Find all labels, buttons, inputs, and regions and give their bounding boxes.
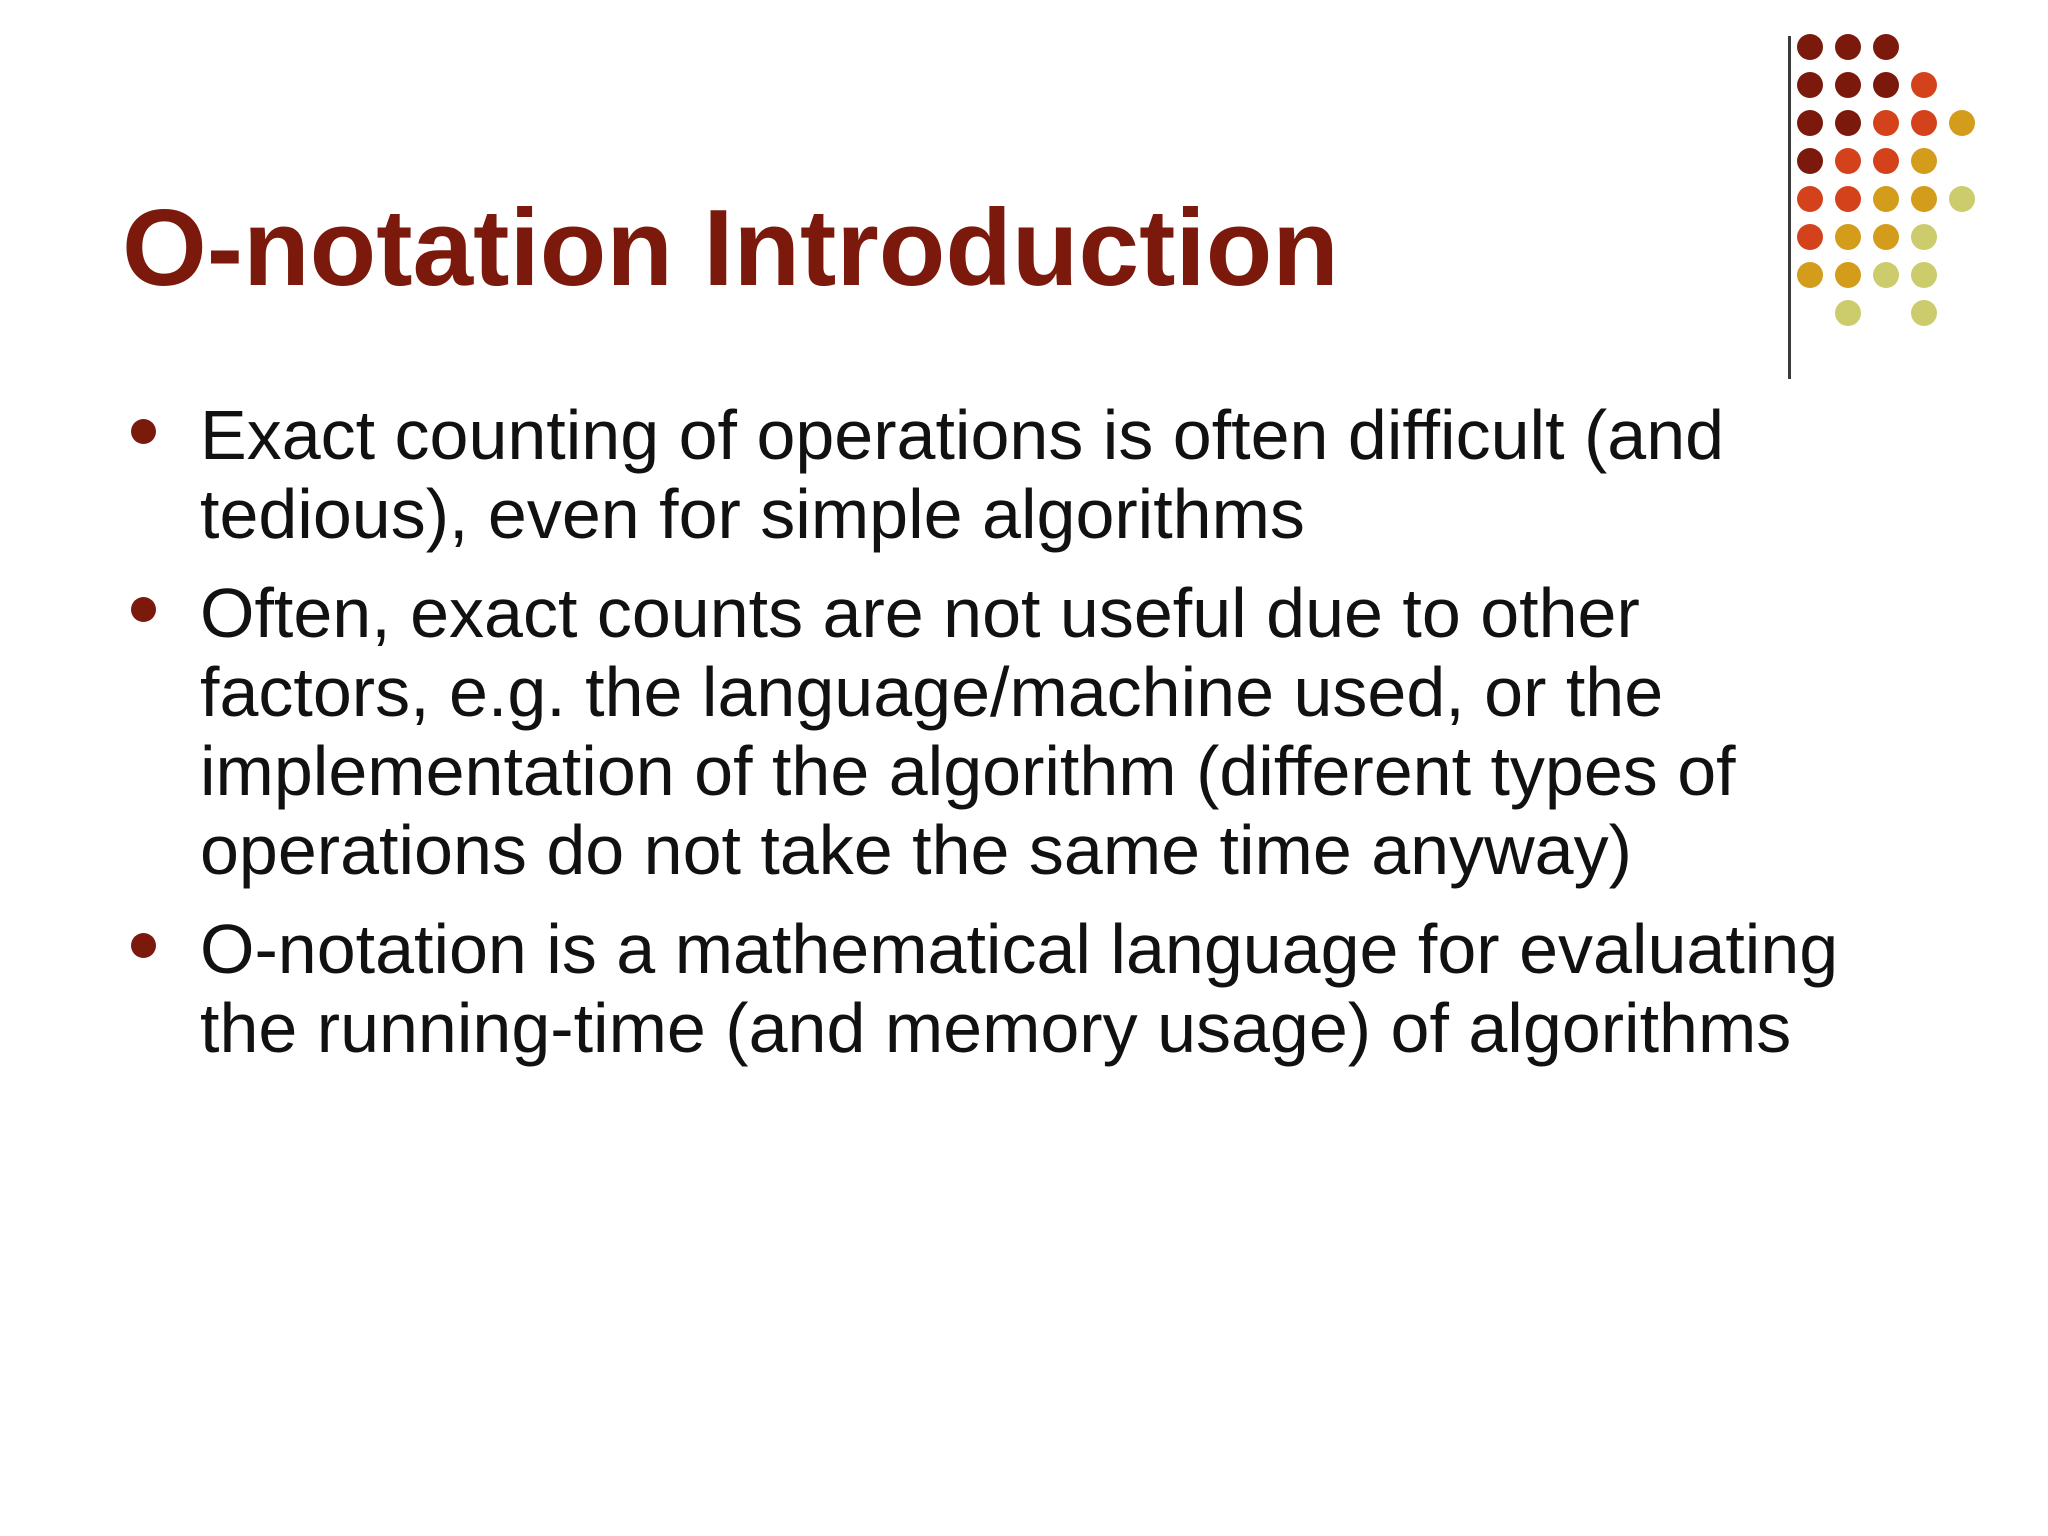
decor-dot bbox=[1797, 34, 1823, 60]
bullet-item bbox=[200, 574, 1960, 890]
decor-dot bbox=[1911, 72, 1937, 98]
decor-dot bbox=[1835, 262, 1861, 288]
bullet-dot-icon bbox=[131, 597, 156, 622]
decor-dot bbox=[1873, 34, 1899, 60]
bullet-dot-icon bbox=[131, 933, 156, 958]
decor-dot bbox=[1797, 262, 1823, 288]
decor-dot bbox=[1835, 300, 1861, 326]
bullet-item bbox=[200, 396, 1960, 554]
decor-dot bbox=[1949, 110, 1975, 136]
slide-title: O-notation Introduction bbox=[122, 187, 1339, 309]
decor-dot bbox=[1873, 186, 1899, 212]
bullet-line: Exact counting of operations is often difficult (and bbox=[200, 396, 1725, 474]
decor-dot bbox=[1911, 110, 1937, 136]
decor-dot bbox=[1911, 148, 1937, 174]
bullet-list bbox=[200, 396, 1960, 1088]
decor-dot bbox=[1911, 262, 1937, 288]
decorative-dot-grid bbox=[0, 0, 2048, 340]
decor-dot bbox=[1911, 224, 1937, 250]
bullet-line: O-notation is a mathematical language for evaluating bbox=[200, 910, 1839, 988]
decor-dot bbox=[1797, 110, 1823, 136]
decor-dot bbox=[1911, 186, 1937, 212]
decor-dot bbox=[1873, 110, 1899, 136]
decor-dot bbox=[1797, 224, 1823, 250]
decor-dot bbox=[1835, 186, 1861, 212]
decor-dot bbox=[1949, 186, 1975, 212]
bullet-line: tedious), even for simple algorithms bbox=[200, 475, 1305, 553]
decor-dot bbox=[1873, 262, 1899, 288]
bullet-line: factors, e.g. the language/machine used, or the bbox=[200, 653, 1664, 731]
decor-dot bbox=[1873, 72, 1899, 98]
decor-dot bbox=[1873, 148, 1899, 174]
bullet-line: Often, exact counts are not useful due to other bbox=[200, 574, 1640, 652]
decor-dot bbox=[1797, 72, 1823, 98]
decor-dot bbox=[1835, 72, 1861, 98]
bullet-dot-icon bbox=[131, 419, 156, 444]
bullet-line: implementation of the algorithm (different types of bbox=[200, 732, 1736, 810]
decor-dot bbox=[1911, 300, 1937, 326]
decor-dot bbox=[1835, 110, 1861, 136]
decor-dot bbox=[1797, 148, 1823, 174]
decor-dot bbox=[1835, 148, 1861, 174]
bullet-line: operations do not take the same time anyway) bbox=[200, 811, 1632, 889]
bullet-line: the running-time (and memory usage) of algorithms bbox=[200, 989, 1792, 1067]
decor-dot bbox=[1835, 224, 1861, 250]
decor-dot bbox=[1797, 186, 1823, 212]
decor-dot bbox=[1873, 224, 1899, 250]
bullet-item bbox=[200, 910, 1960, 1068]
decor-dot bbox=[1835, 34, 1861, 60]
